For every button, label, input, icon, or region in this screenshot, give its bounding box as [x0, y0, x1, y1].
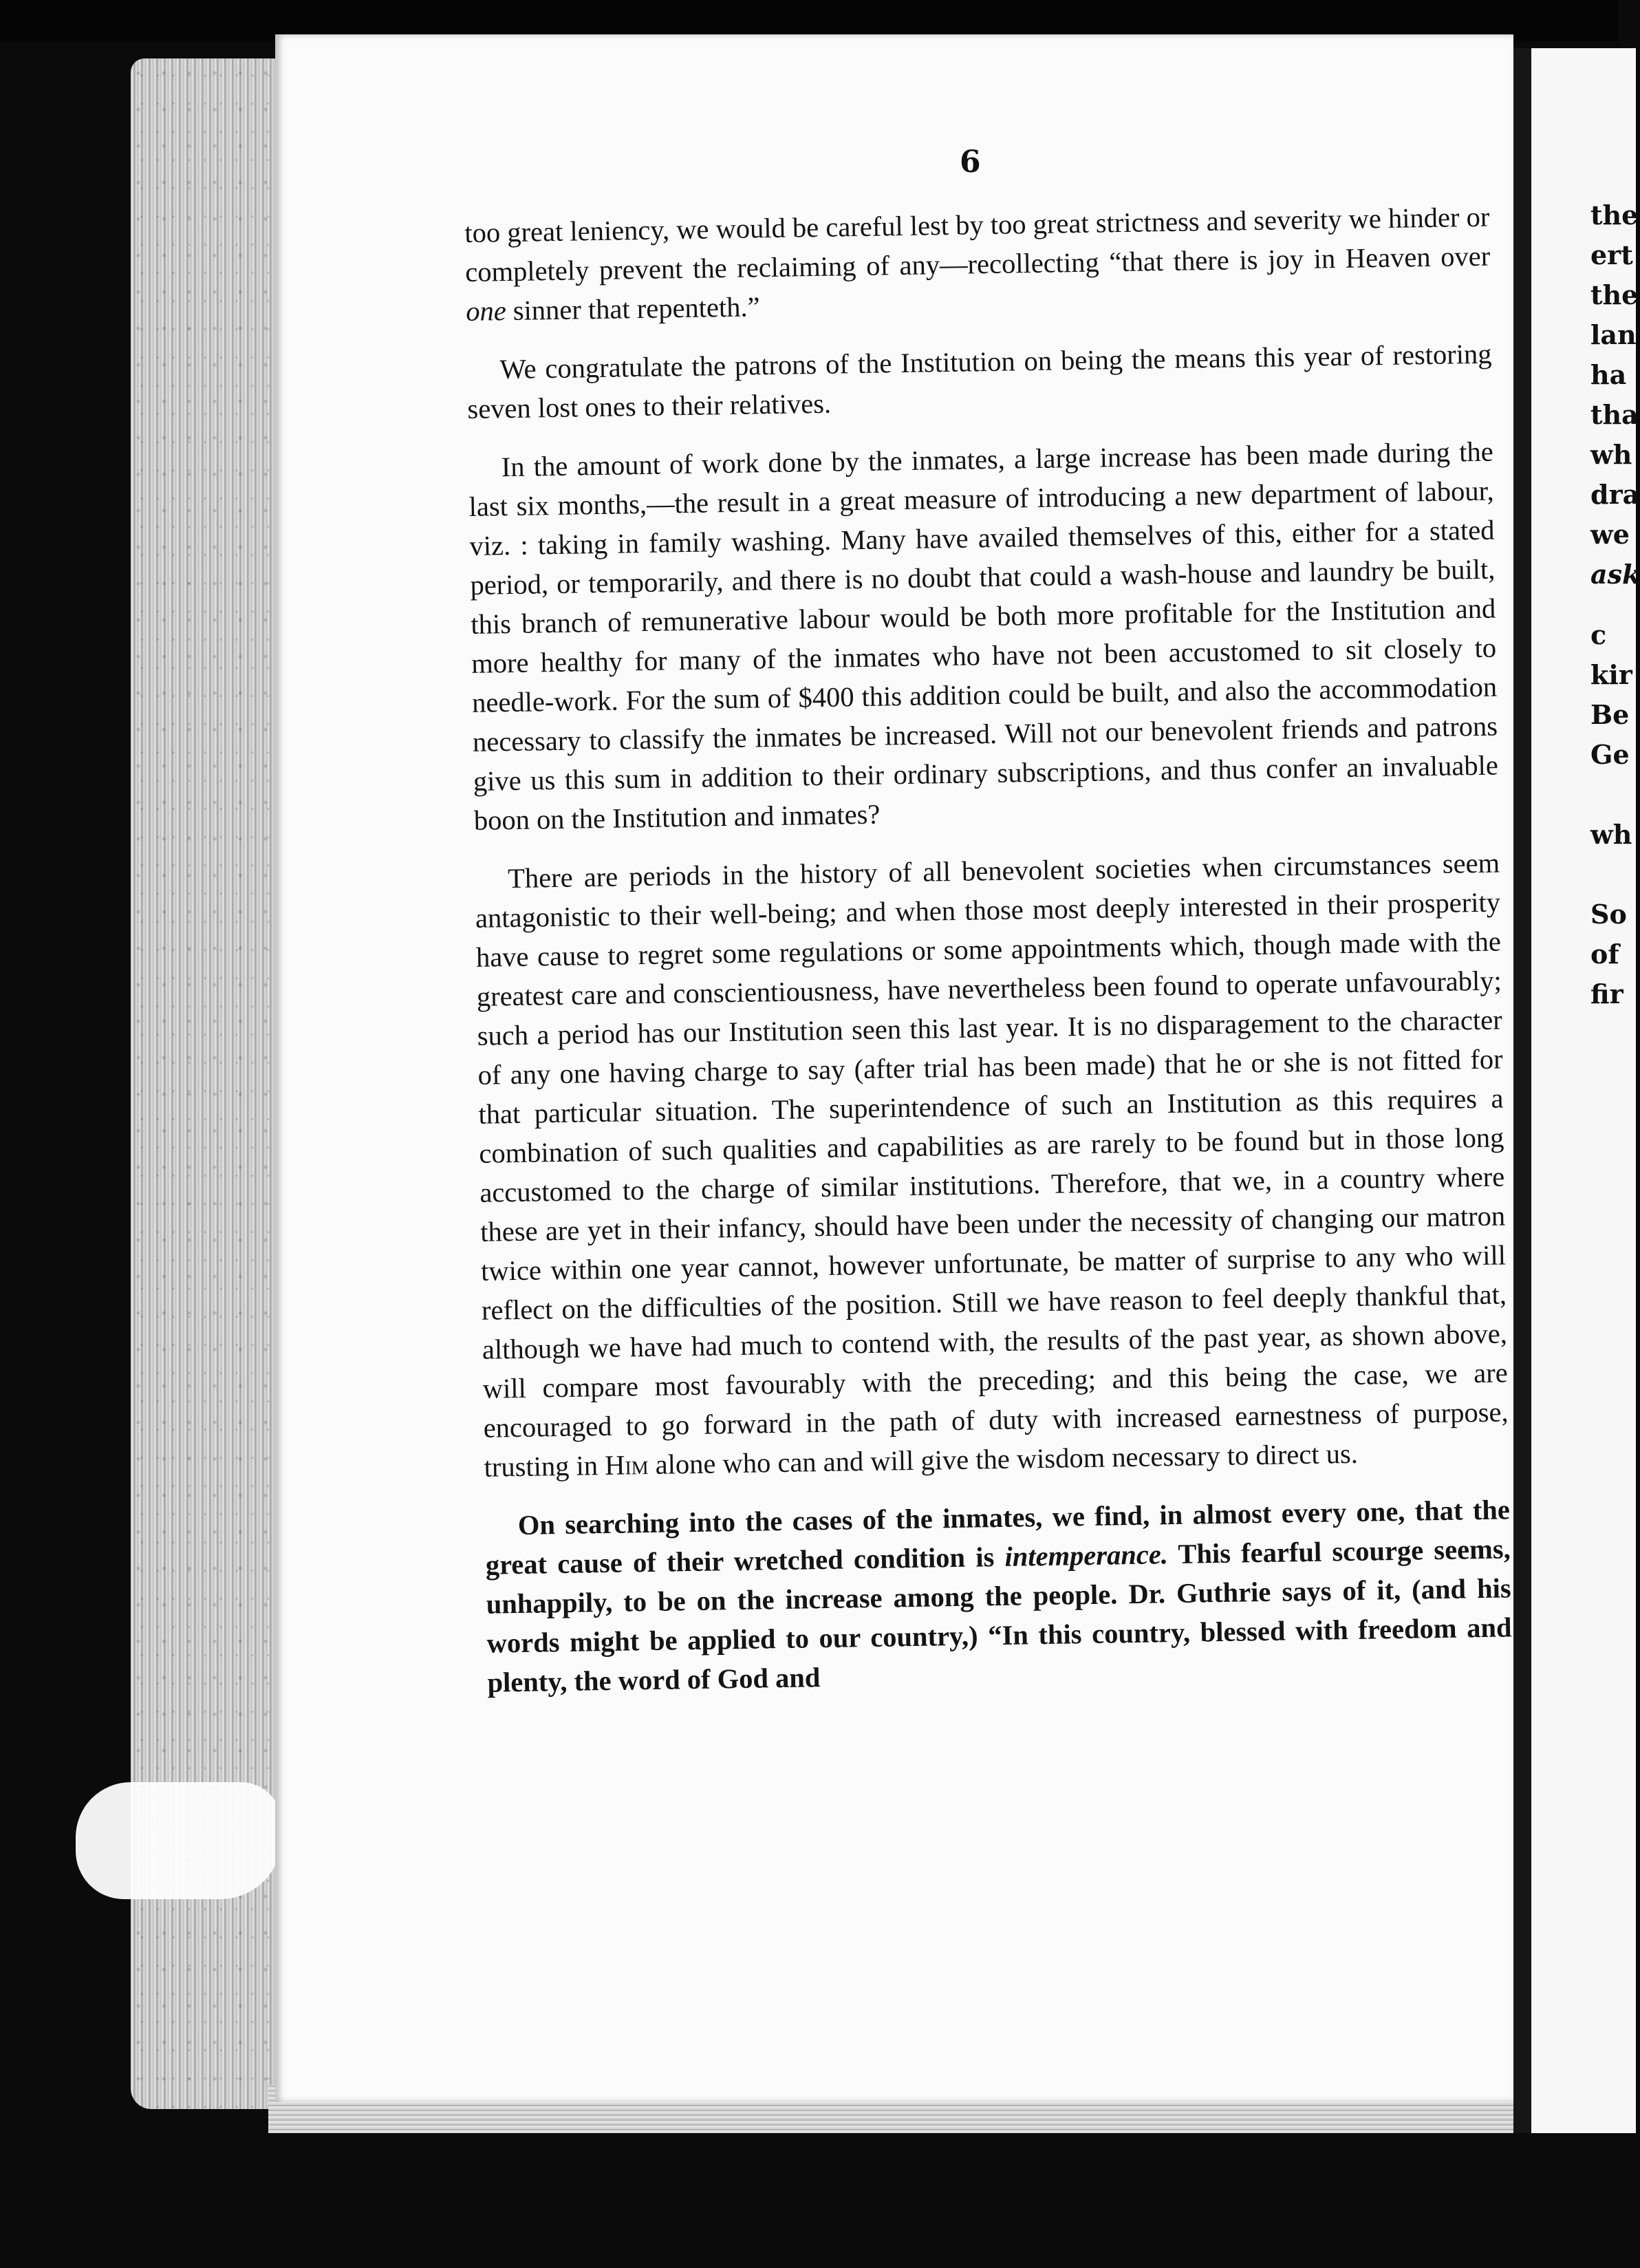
paragraph: There are periods in the history of all benevolent societies when circumstances seem antagonistic to their well-being; and when those most deeply interested in their prosperity have cause to regret some regulations or some appointments which, though made with the greatest care and conscientiousness, have nevertheless been found to operate unfavourably; such a period has our Institution seen this last year. It is no disparagement to the character of any one having charge to say (after trial has been made) that he or she is not fitted for that particular situation. The superintendence of such an Institution as this requires a combination of such qualities and capabilities as are rarely to be found but in those long accustomed to the charge of similar institutions. Therefore, that we, in a country where these are yet in their infancy, should have been under the necessity of changing our matron twice within one year cannot, however unfortunate, be matter of surprise to any who will reflect on the difficulties of the position. Still we have reason to feel deeply thankful that, although we have had much to contend with, the results of the past year, as shown above, will compare most favourably with the preceding; and this being the case, we are encouraged to go forward in the path of duty with increased earnestness of purpose, trusting in Him alone who can and will give the wisdom necessary to direct us. [475, 847, 1509, 1483]
next-page-fragment: fir [1590, 978, 1623, 1009]
next-page-fragment: ha [1590, 359, 1627, 390]
paragraph: In the amount of work done by the inmates, a large increase has been made during the last six months,—the result in a great measure of introducing a new department of labour, viz. : taking in family washing. Many have availed themselves of this, either for a stated period, or temporarily, and there is no doubt that could a wash-house and laundry be built, this branch of remunerative labour would be both more profitable for the Institution and more healthy for many of the inmates who have not been accustomed to sit closely to needle-work. For the sum of $400 this addition could be built, and also the accommodation necessary to classify the inmates be increased. Will not our benevolent friends and patrons give us this sum in addition to their ordinary subscriptions, and thus confer an invaluable boon on the Institution and inmates? [468, 436, 1499, 836]
next-page-fragment: the [1590, 279, 1639, 310]
next-page-fragment: So [1590, 899, 1627, 930]
next-page-fragment: c [1590, 619, 1607, 650]
next-page-fragment: Ge [1590, 739, 1630, 770]
next-page-fragment: we [1590, 519, 1630, 550]
emphasis: one [465, 295, 507, 327]
next-page-fragment: dra [1590, 479, 1640, 510]
next-page-fragment: lan [1590, 319, 1637, 350]
next-page-fragment: of [1590, 939, 1619, 970]
next-page-fragment: the [1590, 200, 1639, 231]
paragraph: On searching into the cases of the inmates, we find, in almost every one, that the great cause of their wretched condition is intemperance. This fearful scourge seems, unhappily, to be on the increase among the people. Dr. Guthrie says of it, (and his words might be applied to our country,) “In this country, blessed with freedom and plenty, the word of God and [485, 1494, 1512, 1698]
paper-blemish [76, 1782, 282, 1899]
page-number: 6 [960, 145, 981, 180]
next-page-fragment: wh [1590, 819, 1632, 850]
paragraph: too great leniency, we would be careful lest by too great strictness and severity we hinder or completely prevent the reclaiming of any—recollecting “that there is joy in Heaven over one sinner that repenteth.” [464, 201, 1491, 327]
next-page-fragment: Be [1590, 699, 1630, 730]
next-page-fragment: tha [1590, 399, 1639, 430]
page-body [464, 197, 1513, 1722]
next-page-fragment: kir [1590, 659, 1632, 690]
emphasis: intemperance. [1004, 1539, 1169, 1572]
small-caps: Him [604, 1449, 649, 1481]
paragraph: We congratulate the patrons of the Institution on being the means this year of restoring seven lost ones to their relatives. [467, 338, 1492, 425]
next-page-fragment: wh [1590, 439, 1632, 470]
next-page-fragment: ask [1590, 559, 1640, 590]
next-page-fragment: ert [1590, 239, 1633, 270]
